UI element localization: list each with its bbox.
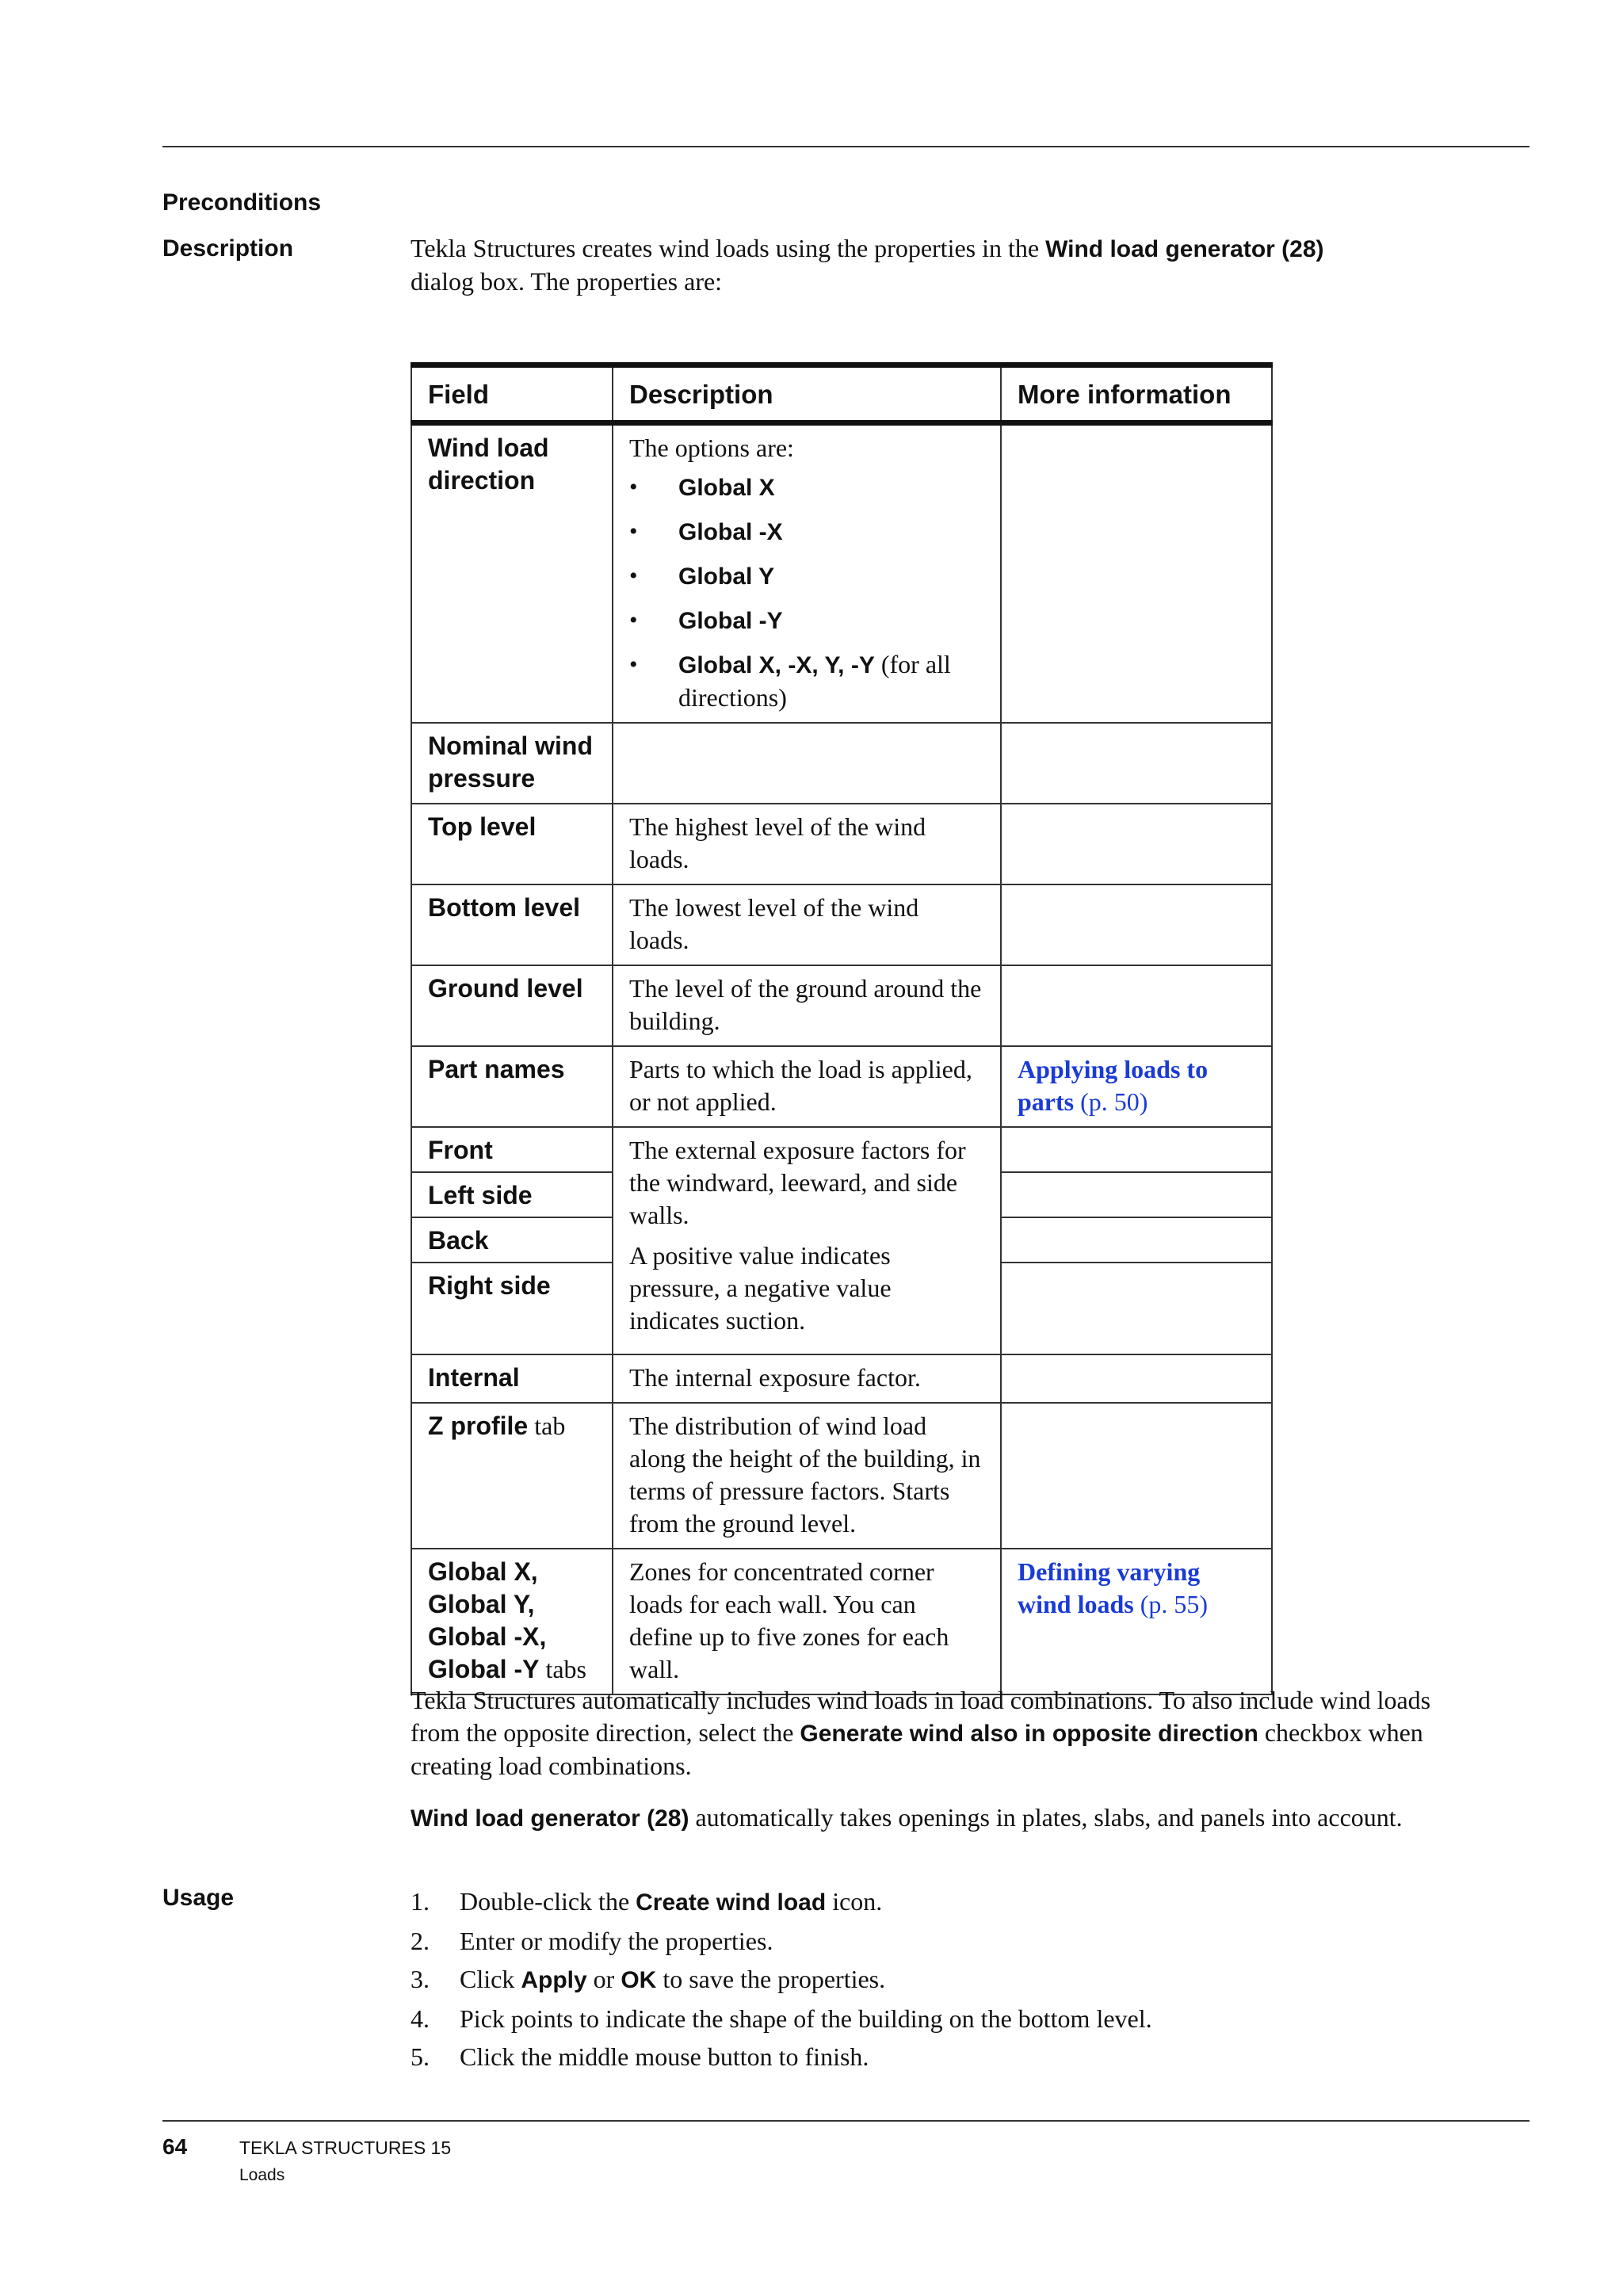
more-left-side <box>1001 1172 1272 1217</box>
field-bottom-level: Bottom level <box>411 884 613 965</box>
field-back: Back <box>411 1217 613 1263</box>
table-header-row <box>411 365 1272 423</box>
table-row <box>411 1046 1272 1127</box>
table-row <box>411 1549 1272 1694</box>
step-text: Click <box>460 1965 521 1993</box>
field-front: Front <box>411 1127 613 1172</box>
option-label: Global -X <box>678 519 783 545</box>
header-more-information: More information <box>1001 365 1272 423</box>
desc-top-level: The highest level of the wind loads. <box>613 804 1001 884</box>
dialog-name: Wind load generator (28) <box>1045 236 1324 262</box>
more-ground-level <box>1001 965 1272 1046</box>
preconditions-label: Preconditions <box>162 189 322 216</box>
field-ground-level: Ground level <box>411 965 613 1046</box>
desc-z-profile: The distribution of wind load along the height of the building, in terms of pressure factors. Starts from the ground level. <box>613 1403 1001 1549</box>
more-z-profile <box>1001 1403 1272 1549</box>
desc-nominal-wind-pressure <box>613 723 1001 804</box>
table-row <box>411 1127 1272 1172</box>
intro-text-before: Tekla Structures creates wind loads using the properties in the <box>411 234 1046 262</box>
table-row <box>411 1354 1272 1403</box>
bullet-icon: • <box>629 474 638 500</box>
more-bottom-level <box>1001 884 1272 965</box>
more-back <box>1001 1217 1272 1263</box>
footer-section: Loads <box>239 2166 285 2184</box>
list-item <box>629 515 984 548</box>
opposite-direction-option: Generate wind also in opposite direction <box>800 1721 1258 1747</box>
footer-rule <box>162 2120 1529 2122</box>
bullet-icon: • <box>629 518 638 544</box>
desc-part-names: Parts to which the load is applied, or not applied. <box>613 1046 1001 1127</box>
p1-after: checkbox when creating load combinations. <box>411 1718 1423 1780</box>
more-front <box>1001 1127 1272 1172</box>
field-nominal-wind-pressure: Nominal wind pressure <box>411 723 613 804</box>
properties-table <box>411 362 1273 1695</box>
step-text: Enter or modify the properties. <box>460 1927 773 1955</box>
step-text-mid: or <box>586 1965 621 1993</box>
intro-text-after: dialog box. The properties are: <box>411 267 723 296</box>
list-item <box>411 1922 1152 1960</box>
step-number: 2. <box>411 1927 430 1955</box>
list-item <box>629 604 984 637</box>
step-text: Click the middle mouse button to finish. <box>460 2042 869 2071</box>
desc-internal: The internal exposure factor. <box>613 1354 1001 1403</box>
desc-global-tabs: Zones for concentrated corner loads for each wall. You can define up to five zones for each wall. <box>613 1549 1001 1694</box>
step-number: 3. <box>411 1965 430 1993</box>
step-number: 4. <box>411 2004 430 2033</box>
exposure-desc-1: The external exposure factors for the windward, leeward, and side walls. <box>629 1136 966 1229</box>
desc-bottom-level: The lowest level of the wind loads. <box>613 884 1001 965</box>
openings-paragraph <box>411 1801 1457 1835</box>
field-part-names: Part names <box>411 1046 613 1127</box>
ok-command: OK <box>621 1967 657 1993</box>
desc-wind-load-direction <box>613 423 1001 724</box>
list-item <box>629 471 984 504</box>
table-row <box>411 723 1272 804</box>
table-row <box>411 884 1272 965</box>
option-label: Global Y <box>678 563 775 590</box>
field-right-side: Right side <box>411 1263 613 1354</box>
opposite-direction-paragraph <box>411 1684 1457 1782</box>
step-text-after: icon. <box>826 1887 883 1916</box>
option-label: Global X, -X, Y, -Y <box>678 652 875 678</box>
usage-label: Usage <box>162 1885 235 1911</box>
defining-varying-page-ref: (p. 55) <box>1133 1590 1209 1618</box>
field-global-tabs <box>411 1549 613 1694</box>
list-item <box>629 560 984 593</box>
global-tabs-suffix: tabs <box>539 1655 586 1683</box>
step-number: 5. <box>411 2042 430 2071</box>
global-tabs-names: Global X, Global Y, Global -X, Global -Y <box>428 1557 547 1683</box>
field-z-profile <box>411 1403 613 1549</box>
z-profile-suffix: tab <box>528 1412 566 1440</box>
intro-paragraph <box>411 232 1520 298</box>
step-text-after: to save the properties. <box>656 1965 886 1993</box>
more-top-level <box>1001 804 1272 884</box>
field-internal: Internal <box>411 1354 613 1403</box>
step-number: 1. <box>411 1887 430 1916</box>
applying-loads-link[interactable]: Applying loads to parts <box>1018 1055 1209 1116</box>
header-rule <box>162 146 1529 147</box>
p1-before: Tekla Structures automatically includes wind loads in load combinations. To also include wind loads from the opposite direction, select the <box>411 1686 1431 1747</box>
more-nominal-wind-pressure <box>1001 723 1272 804</box>
z-profile-name: Z profile <box>428 1412 529 1440</box>
footer-title: TEKLA STRUCTURES 15 <box>239 2137 452 2158</box>
list-item <box>411 2038 1152 2076</box>
more-part-names <box>1001 1046 1272 1127</box>
applying-loads-page-ref: (p. 50) <box>1074 1087 1148 1116</box>
bullet-icon: • <box>629 651 638 678</box>
desc-ground-level: The level of the ground around the building. <box>613 965 1001 1046</box>
list-item <box>411 2000 1152 2038</box>
step-text: Pick points to indicate the shape of the building on the bottom level. <box>460 2004 1152 2033</box>
dialog-name-2: Wind load generator (28) <box>411 1805 689 1832</box>
list-item <box>411 1960 1152 2000</box>
field-wind-load-direction: Wind load direction <box>411 423 613 724</box>
more-wind-load-direction <box>1001 423 1272 724</box>
create-wind-load-command: Create wind load <box>636 1889 827 1916</box>
description-label: Description <box>162 235 294 262</box>
options-list <box>629 471 984 714</box>
list-item <box>411 1882 1152 1922</box>
option-label: Global -Y <box>678 608 783 634</box>
option-note: (for all directions) <box>678 650 951 712</box>
exposure-desc-2: A positive value indicates pressure, a negative value indicates suction. <box>629 1241 892 1335</box>
table-row <box>411 804 1272 884</box>
more-internal <box>1001 1354 1272 1403</box>
list-item <box>629 648 984 714</box>
more-global-tabs <box>1001 1549 1272 1694</box>
more-right-side <box>1001 1263 1272 1354</box>
header-description: Description <box>613 365 1001 423</box>
bullet-icon: • <box>629 563 638 589</box>
table-row <box>411 1403 1272 1549</box>
table-row <box>411 423 1272 724</box>
table-row <box>411 965 1272 1046</box>
field-top-level: Top level <box>411 804 613 884</box>
option-label: Global X <box>678 475 775 501</box>
desc-exposure-factors <box>613 1127 1001 1354</box>
page-number: 64 <box>162 2134 188 2159</box>
step-text: Double-click the <box>460 1887 636 1916</box>
header-field: Field <box>411 365 613 423</box>
defining-varying-wind-loads-link[interactable]: Defining varying wind loads <box>1018 1557 1201 1618</box>
usage-steps <box>411 1882 1152 2076</box>
bullet-icon: • <box>629 607 638 633</box>
options-intro: The options are: <box>629 434 794 462</box>
apply-command: Apply <box>521 1967 587 1993</box>
p2-after: automatically takes openings in plates, slabs, and panels into account. <box>689 1803 1403 1832</box>
field-left-side: Left side <box>411 1172 613 1217</box>
